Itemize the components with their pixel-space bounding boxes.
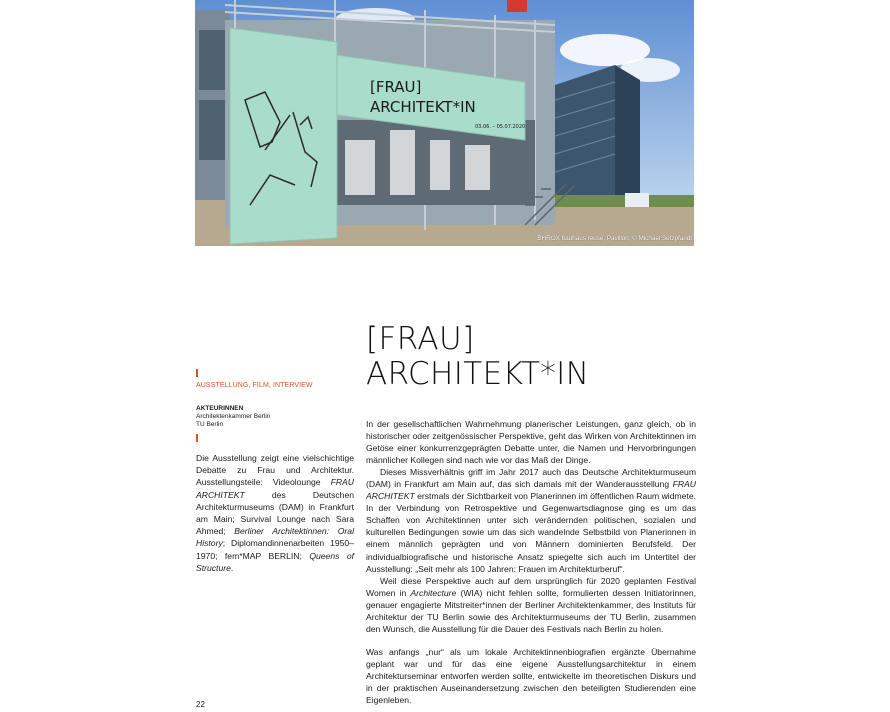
photo-caption: BHROX bauhaus reuse, Pavillon, © Michael Setzpfandt	[537, 235, 692, 242]
italic-run: Architecture	[410, 587, 457, 598]
body-paragraph: In der gesellschaftlichen Wahrnehmung planerischer Leistungen, ganz gleich, ob in historischer oder zeitgenössischer Perspektive, geht das Wirken von Architektinnen im Getöse einer konkurrenzgeprägten Debatte unter, die Namen und Hervorbringungen männlicher Kollegen sind nach wie vor das Maß der Dinge.	[366, 419, 696, 466]
page-title	[366, 322, 696, 392]
italic-run: Queens of Structure	[196, 550, 354, 573]
actors-block	[196, 405, 270, 429]
banner-dates: 03.06. – 05.07.2020	[475, 124, 526, 130]
body-paragraph: Dieses Missverhältnis griff im Jahr 2017 auch das Deutsche Architekturmuseum (DAM) in Frankfurt am Main auf, das sich damals mit der Wanderausstellung FRAU ARCHITEKT erstmals der Sichtbarkeit von Planerinnen im öffentlichen Raum widmete. In der Verbindung von Retrospektive und Gegenwartsdiagnose ging es um das Schaffen von Architektinnen unter sich verändernden politischen, sozialen und kulturellen Bedingungen sowie um das sich wandelnde Selbstbild von Planerinnen in einem männlich geprägten und von Männern dominierten Berufsfeld. Der individualbiografische und historische Ansatz spiegelte sich auch im Untertitel der Ausstellung: „Seit mehr als 100 Jahren: Frauen im Architekturberuf“.	[366, 467, 696, 574]
actor-item: TU Berlin	[196, 421, 224, 428]
accent-bar	[196, 434, 198, 442]
accent-bar	[196, 369, 198, 377]
actor-item: Architektenkammer Berlin	[196, 413, 271, 420]
actors-heading: AKTEURINNEN	[196, 405, 244, 412]
body-paragraph: Weil diese Perspektive auch auf dem ursprünglich für 2020 geplanten Festival Women in Architecture (WIA) nicht fehlen sollte, formulierten dessen Initiatorinnen, genauer engagierte Mitstreiter*innen der Berliner Architektenkammer, des Instituts für Architektur der TU Berlin sowie des Architekturmuseums der TU Berlin, zusammen den Wunsch, die Ausstellung für die Dauer des Festivals nach Berlin zu holen.	[366, 575, 697, 634]
body-paragraph: Was anfangs „nur“ als um lokale Architektinnenbiografien ergänzte Übernahme geplant war und für das eine eigene Ausstellungsarchitektur in einem Architekturseminar entworfen werden sollte, entwickelte im theoretischen Diskurs und in der praktischen Auseinandersetzung zwischen den beteiligten Studierenden eine Eigenleben.	[366, 646, 696, 706]
italic-run: FRAU ARCHITEKT	[196, 477, 354, 500]
title-line2: ARCHITEKT*IN	[366, 356, 590, 392]
page-number: 22	[196, 700, 205, 709]
body-text	[366, 418, 696, 706]
intro-text: Die Ausstellung zeigt eine vielschichtige Debatte zu Frau und Architektur. Ausstellungsteile: Videolounge FRAU ARCHITEKT des Deutschen Architekturmuseums (DAM) in Frankfurt am Main; Survival Lounge nach Sara Ahmed; Berliner Architektinnen: Oral History; Diplomandinnenarbeiten 1950–1970; fem*MAP BERLIN; Queens of Structure.	[196, 453, 354, 573]
title-line1: [FRAU]	[366, 321, 475, 357]
category-label: AUSSTELLUNG, FILM, INTERVIEW	[196, 382, 313, 389]
pavilion-photo	[195, 0, 694, 246]
italic-run: Berliner Architektinnen: Oral History	[196, 526, 354, 549]
banner-line2: ARCHITEKT*IN	[370, 98, 476, 116]
italic-run: FRAU ARCHITEKT	[366, 479, 696, 502]
banner-line1: [FRAU]	[370, 78, 422, 96]
